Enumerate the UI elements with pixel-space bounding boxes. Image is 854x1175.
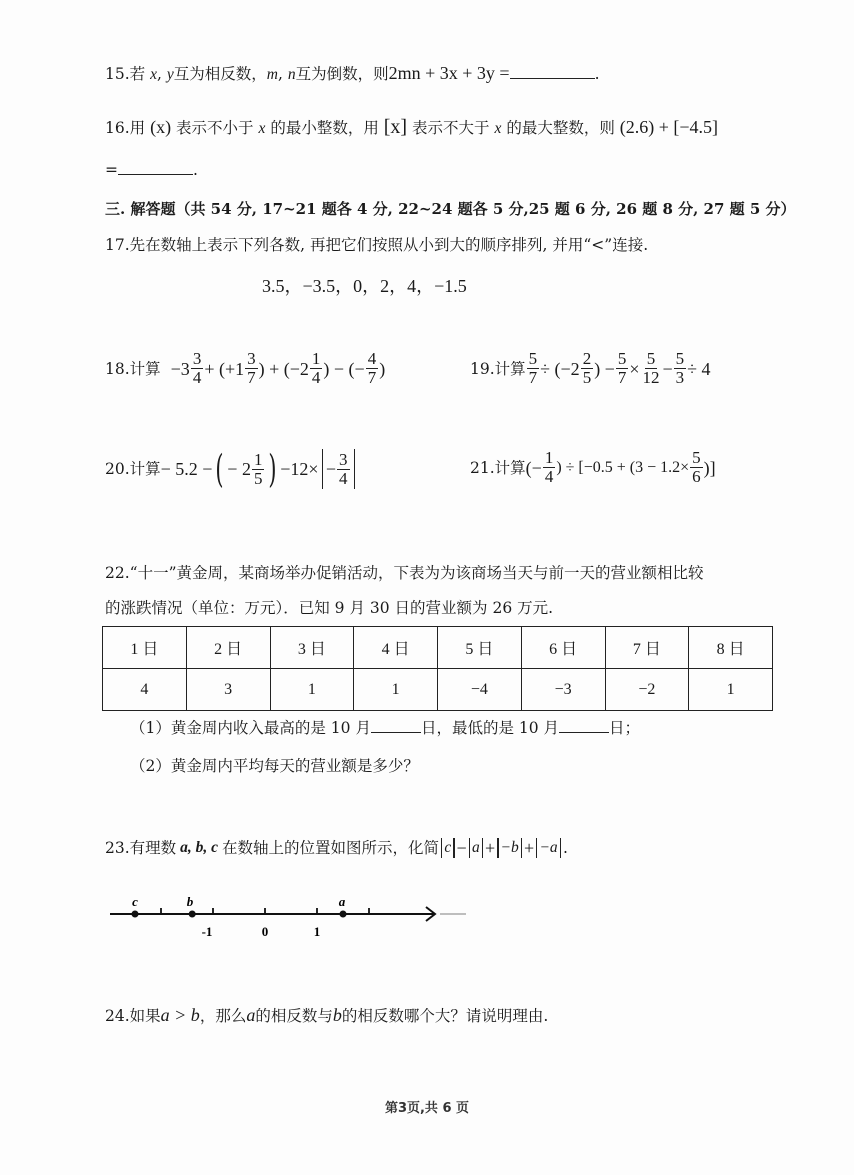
numerator: 5 <box>528 349 538 368</box>
page-number: 第3页,共 6 页 <box>384 1101 470 1116</box>
comma: , <box>277 65 283 83</box>
q24-text: 的相反数与 <box>255 1007 333 1025</box>
question-17: 17.先在数轴上表示下列各数, 再把它们按照从小到大的顺序排列, 并用“<”连接. <box>105 236 649 254</box>
table-header-cell: 7 日 <box>605 627 689 669</box>
table-cell: 4 <box>103 669 187 711</box>
q15-number: 15.若 <box>105 65 146 83</box>
math-text: ) + (−2 <box>258 358 309 379</box>
abs-bar <box>560 838 561 858</box>
math-text: (− <box>525 457 542 478</box>
question-23 <box>105 838 568 858</box>
numerator: 5 <box>675 349 685 368</box>
q23-text: 在数轴上的位置如图所示，化简 <box>222 839 440 857</box>
neg-b: −b <box>500 839 519 856</box>
q15-text-1: 互为相反数， <box>173 65 267 83</box>
math-text: − <box>456 838 467 858</box>
table-header-cell: 2 日 <box>186 627 270 669</box>
q16-text-2: 的最小整数，用 <box>270 119 379 137</box>
point-label-a: a <box>338 894 346 909</box>
q22-part-1-text: （1）黄金周内收入最高的是 10 月 <box>130 719 371 737</box>
table-header-cell: 4 日 <box>354 627 438 669</box>
q24-condition: a > b <box>160 1005 200 1025</box>
numerator: 3 <box>192 349 202 368</box>
table-header-cell: 1 日 <box>103 627 187 669</box>
table-cell: 1 <box>689 669 773 711</box>
numerator: 3 <box>339 449 348 469</box>
math-text: )] <box>703 457 716 478</box>
fraction <box>543 449 556 486</box>
equals-sign: = <box>105 161 118 179</box>
table-cell: 1 <box>354 669 438 711</box>
q16-text-3: 表示不大于 <box>412 119 490 137</box>
denominator: 12 <box>642 368 660 387</box>
floor-notation: [x] <box>383 116 408 138</box>
q16-text-4: 的最大整数，则 <box>506 119 615 137</box>
comma: , <box>156 65 162 83</box>
math-text: − <box>325 459 337 479</box>
denominator: 4 <box>311 368 321 387</box>
math-text: − <box>662 358 673 379</box>
q15-expression: 2mn + 3x + 3y = <box>388 63 510 83</box>
period: . <box>594 65 600 83</box>
table-cell: 1 <box>270 669 354 711</box>
numerator: 4 <box>367 349 377 368</box>
q24-text: ，那么 <box>199 1007 247 1025</box>
fraction <box>191 350 204 387</box>
denominator: 7 <box>528 368 538 387</box>
fraction <box>581 350 594 387</box>
math-text: −3 <box>170 358 190 379</box>
math-text: + (+1 <box>204 358 245 379</box>
denominator: 5 <box>582 368 592 387</box>
q21-label: 21.计算 <box>470 458 526 477</box>
fraction <box>641 350 662 387</box>
neg-a: −a <box>539 839 558 856</box>
tick-label: -1 <box>201 924 213 939</box>
q22-part-1-text: 日，最低的是 10 月 <box>420 719 560 737</box>
denominator: 3 <box>675 368 685 387</box>
var-a: a <box>472 839 480 856</box>
section-heading: 三. 解答题（共 54 分, 17~21 题各 4 分, 22~24 题各 5 分,25 题 6 分, 26 题 8 分, 27 题 5 分） <box>105 200 796 218</box>
fraction <box>690 449 703 486</box>
q20-label: 20.计算 <box>105 460 161 478</box>
var-y: y <box>166 66 174 83</box>
table-header-row <box>103 627 773 669</box>
q23-variables: a, b, c <box>180 839 219 856</box>
point-b <box>189 911 196 918</box>
question-24 <box>105 1005 548 1026</box>
var-a: a <box>246 1005 256 1025</box>
abs-bar <box>482 838 483 858</box>
table-header-cell: 8 日 <box>689 627 773 669</box>
fraction <box>674 350 687 387</box>
question-18 <box>105 350 385 387</box>
answer-blank[interactable] <box>510 64 595 79</box>
denominator: 5 <box>253 468 263 488</box>
math-text: + <box>524 838 535 858</box>
math-text: ) − (− <box>323 358 365 379</box>
q15-text-2: 互为倒数，则 <box>295 65 389 83</box>
var-m: m <box>266 66 278 83</box>
math-text: ) ÷ [−0.5 + (3 − 1.2× <box>556 458 690 476</box>
q22-part-1-text: 日； <box>609 719 641 737</box>
denominator: 7 <box>617 368 627 387</box>
fraction <box>337 451 350 488</box>
sales-change-table <box>102 626 773 711</box>
math-text: ) − <box>594 358 615 379</box>
table-cell: −2 <box>605 669 689 711</box>
q17-numbers: 3.5，−3.5，0，2，4，−1.5 <box>262 276 467 296</box>
math-text: − 2 <box>227 459 251 479</box>
numerator: 1 <box>253 449 263 469</box>
fraction <box>310 350 323 387</box>
var-b: b <box>332 1005 342 1025</box>
question-20 <box>105 449 358 489</box>
fraction <box>252 451 265 488</box>
question-22-part-2: （2）黄金周内平均每天的营业额是多少？ <box>130 757 419 775</box>
point-label-c: c <box>132 894 138 909</box>
numerator: 5 <box>692 448 701 467</box>
big-paren-open: ( <box>215 447 224 491</box>
abs-bar <box>441 838 442 858</box>
denominator: 7 <box>247 368 256 387</box>
ceil-notation: (x) <box>150 117 172 137</box>
denominator: 4 <box>339 468 348 488</box>
q24-number: 24.如果 <box>105 1007 161 1025</box>
numerator: 2 <box>582 349 592 368</box>
numerator: 5 <box>617 349 627 368</box>
table-header-cell: 3 日 <box>270 627 354 669</box>
fraction <box>245 350 258 387</box>
math-text: − 5.2 − <box>160 459 213 479</box>
denominator: 4 <box>544 467 554 486</box>
tick-label: 0 <box>261 924 269 939</box>
math-text: + <box>485 838 496 858</box>
fraction <box>527 350 540 387</box>
numerator: 1 <box>311 349 321 368</box>
fraction <box>366 350 379 387</box>
big-paren-close: ) <box>268 447 277 491</box>
question-15 <box>105 63 600 85</box>
abs-bar <box>453 838 454 858</box>
table-header-cell: 5 日 <box>438 627 522 669</box>
answer-blank[interactable] <box>559 718 609 733</box>
abs-bar-left <box>322 449 323 489</box>
denominator: 6 <box>692 467 701 486</box>
period: . <box>193 161 198 179</box>
question-16-answer-line <box>105 160 198 180</box>
numerator: 1 <box>544 448 554 467</box>
q16-expression: (2.6) + [−4.5] <box>619 117 719 137</box>
question-22-part-1 <box>130 718 640 738</box>
question-16 <box>105 117 718 139</box>
question-22-line-1: 22.“十一”黄金周，某商场举办促销活动，下表为为该商场当天与前一天的营业额相比较 <box>105 564 704 582</box>
question-21 <box>470 449 716 486</box>
abs-bar <box>536 838 537 858</box>
question-19 <box>470 350 711 387</box>
table-cell: 3 <box>186 669 270 711</box>
q16-text-1: 表示不小于 <box>176 119 254 137</box>
abs-bar <box>521 838 522 858</box>
var-x: x <box>150 66 157 83</box>
table-header-cell: 6 日 <box>521 627 605 669</box>
q19-label: 19.计算 <box>470 359 526 378</box>
table-row <box>103 669 773 711</box>
question-22-line-2: 的涨跌情况（单位：万元）．已知 9 月 30 日的营业额为 26 万元. <box>105 599 554 617</box>
denominator: 7 <box>367 368 377 387</box>
denominator: 4 <box>192 368 202 387</box>
point-c <box>132 911 139 918</box>
period: . <box>562 839 568 857</box>
numerator: 5 <box>646 349 656 368</box>
abs-bar <box>469 838 470 858</box>
q16-number: 16.用 <box>105 119 146 137</box>
var-x: x <box>258 120 266 137</box>
math-text: −12× <box>280 459 319 479</box>
math-text: × <box>629 358 640 379</box>
point-a <box>340 911 347 918</box>
tick-label: 1 <box>313 924 321 939</box>
numerator: 3 <box>247 349 256 368</box>
point-label-b: b <box>186 894 194 909</box>
fraction <box>616 350 629 387</box>
q18-label: 18.计算 <box>105 359 161 378</box>
answer-blank[interactable] <box>371 718 421 733</box>
math-text: ÷ (−2 <box>540 358 580 379</box>
table-cell: −3 <box>521 669 605 711</box>
var-n: n <box>287 66 296 83</box>
abs-bar-right <box>354 449 355 489</box>
q23-text: 23.有理数 <box>105 839 177 857</box>
math-text: ÷ 4 <box>687 358 711 379</box>
answer-blank[interactable] <box>118 160 193 175</box>
math-text: ) <box>379 358 386 379</box>
q24-text: 的相反数哪个大？请说明理由. <box>341 1007 549 1025</box>
table-cell: −4 <box>438 669 522 711</box>
number-line <box>100 888 480 943</box>
var-x: x <box>494 120 502 137</box>
var-c: c <box>444 839 452 856</box>
abs-bar <box>497 838 498 858</box>
